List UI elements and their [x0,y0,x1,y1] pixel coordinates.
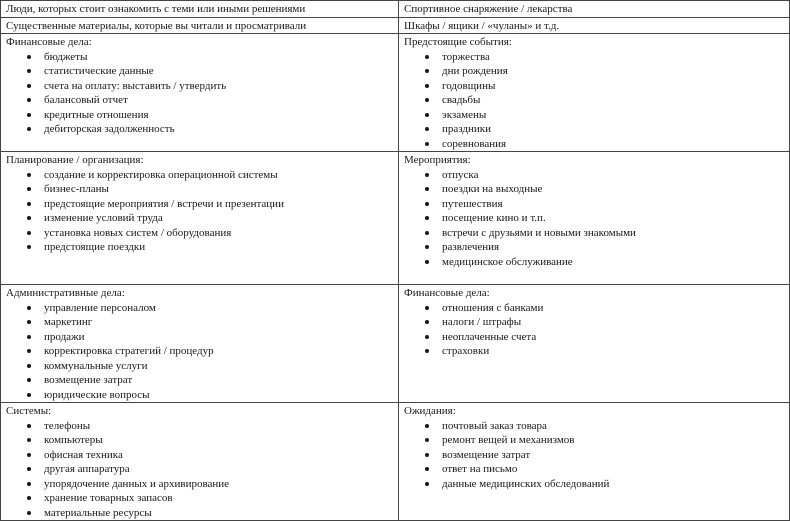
list-item: корректировка стратегий / процедур [44,344,393,359]
cell-title: Ожидания: [404,405,456,417]
list-item: управление персоналом [44,301,393,316]
cell-financial-affairs [1,34,399,152]
list-item: встречи с друзьями и новыми знакомыми [442,226,784,241]
list-item: свадьбы [442,93,784,108]
list-item: налоги / штрафы [442,315,784,330]
list-item: посещение кино и т.п. [442,211,784,226]
item-list [404,168,784,270]
list-item: поездки на выходные [442,182,784,197]
list-item: соревнования [442,137,784,152]
cell-administrative [1,285,399,403]
list-item: изменение условий труда [44,211,393,226]
cell-expectations [399,403,790,521]
list-item: юридические вопросы [44,388,393,403]
cell-text: Шкафы / ящики / «чуланы» и т.д. [404,19,560,32]
cell-text: Существенные материалы, которые вы читали и просматривали [6,19,307,32]
list-item: кредитные отношения [44,108,393,123]
list-item: предстоящие мероприятия / встречи и презентации [44,197,393,212]
list-item: торжества [442,50,784,65]
list-item: возмещение затрат [442,448,784,463]
list-item: дни рождения [442,64,784,79]
list-item: страховки [442,344,784,359]
table-row [1,152,790,285]
table-row [1,17,790,34]
list-item: хранение товарных запасов [44,491,393,506]
list-item: ответ на письмо [442,462,784,477]
cell-activities [399,152,790,285]
cell-planning [1,152,399,285]
table-row [1,34,790,152]
list-item: продажи [44,330,393,345]
list-item: экзамены [442,108,784,123]
item-list [6,301,393,403]
list-item: отпуска [442,168,784,183]
item-list [404,301,784,359]
cell-systems [1,403,399,521]
list-item: возмещение затрат [44,373,393,388]
cell-title: Финансовые дела: [6,36,92,48]
cell-materials [1,17,399,34]
cell-text: Люди, которых стоит ознакомить с теми или иными решениями [6,3,306,15]
list-item: ремонт вещей и механизмов [442,433,784,448]
cell-title: Мероприятия: [404,154,471,166]
list-item: медицинское обслуживание [442,255,784,270]
list-item: дебиторская задолженность [44,122,393,137]
cell-personal-finance [399,285,790,403]
cell-title: Предстоящие события: [404,36,512,48]
list-item: материальные ресурсы [44,506,393,521]
list-item: бизнес-планы [44,182,393,197]
cell-cabinets [399,17,790,34]
list-item: неоплаченные счета [442,330,784,345]
list-item: офисная техника [44,448,393,463]
list-item: данные медицинских обследований [442,477,784,492]
table-row [1,285,790,403]
item-list [6,168,393,255]
list-item: статистические данные [44,64,393,79]
item-list [404,419,784,492]
item-list [6,50,393,137]
table-row [1,403,790,521]
list-item: праздники [442,122,784,137]
list-item: коммунальные услуги [44,359,393,374]
list-item: предстоящие поездки [44,240,393,255]
list-item: бюджеты [44,50,393,65]
cell-people [1,1,399,18]
list-item: установка новых систем / оборудования [44,226,393,241]
list-item: годовщины [442,79,784,94]
cell-title: Административные дела: [6,287,125,299]
list-item: балансовый отчет [44,93,393,108]
cell-sports-equipment [399,1,790,18]
list-item: другая аппаратура [44,462,393,477]
list-item: счета на оплату: выставить / утвердить [44,79,393,94]
list-item: компьютеры [44,433,393,448]
table-row [1,1,790,18]
list-item: путешествия [442,197,784,212]
item-list [6,419,393,521]
cell-text: Спортивное снаряжение / лекарства [404,3,573,15]
list-item: отношения с банками [442,301,784,316]
cell-upcoming-events [399,34,790,152]
list-item: маркетинг [44,315,393,330]
list-item: создание и корректировка операционной системы [44,168,393,183]
list-item: развлечения [442,240,784,255]
item-list [404,50,784,152]
list-item: почтовый заказ товара [442,419,784,434]
list-item: упорядочение данных и архивирование [44,477,393,492]
cell-title: Системы: [6,405,52,417]
cell-title: Планирование / организация: [6,154,144,166]
cell-title: Финансовые дела: [404,287,490,299]
list-item: телефоны [44,419,393,434]
